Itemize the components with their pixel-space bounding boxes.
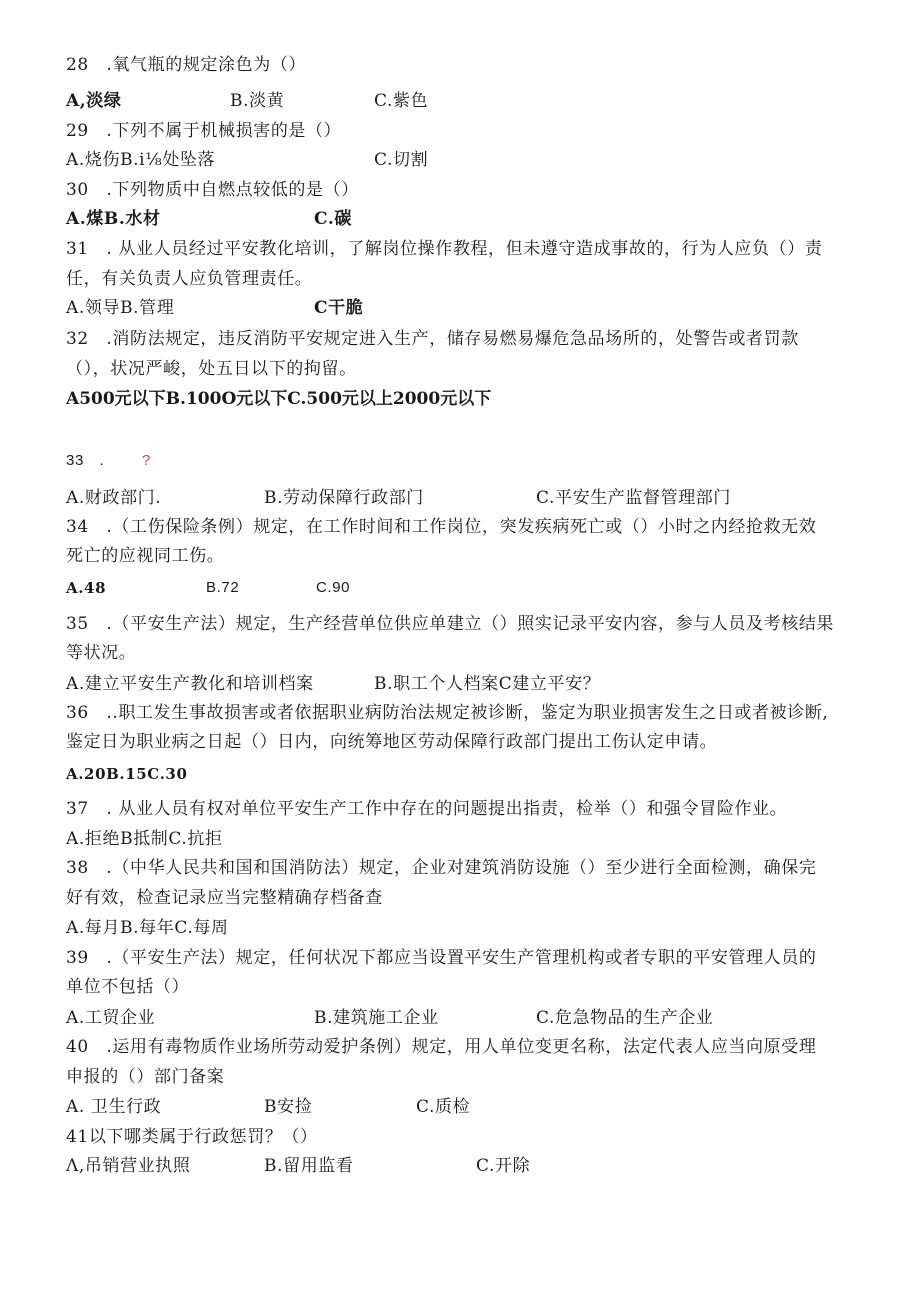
question-39-option-a: A.工贸企业 <box>66 1008 156 1028</box>
question-30-option-ab: A.煤B.水材 <box>66 209 161 229</box>
question-40-option-b: B安捡 <box>264 1097 313 1117</box>
question-30-option-c: C.碳 <box>314 209 352 229</box>
question-37-options: A.拒绝B抵制C.抗拒 <box>66 829 223 849</box>
question-33-missing-mark: ? <box>142 452 151 469</box>
question-28-option-a: A,淡绿 <box>66 91 122 111</box>
question-32-stem-line2: （），状况严峻，处五日以下的拘留。 <box>66 359 357 379</box>
question-33-stem: 33 . <box>66 452 105 469</box>
question-38-stem-line2: 好有效，检查记录应当完整精确存档备查 <box>66 888 383 908</box>
question-34-option-b: B.72 <box>206 579 240 596</box>
question-29-option-ab: A.烧伤B.i⅛处坠落 <box>66 150 216 170</box>
question-34-option-a: A.48 <box>66 579 107 597</box>
question-30-stem: 30 .下列物质中自燃点较低的是（） <box>66 180 359 200</box>
question-28-stem: 28 .氧气瓶的规定涂色为（） <box>66 55 307 75</box>
question-35-stem-line2: 等状况。 <box>66 643 137 663</box>
question-33-option-a: A.财政部门. <box>66 488 162 508</box>
question-40-stem-line2: 申报的（）部门备案 <box>66 1067 225 1087</box>
question-33-option-b: B.劳动保障行政部门 <box>264 488 424 508</box>
question-28-option-c: C.紫色 <box>374 91 429 111</box>
question-33-option-c: C.平安生产监督管理部门 <box>536 488 732 508</box>
question-41-option-b: B.留用监看 <box>264 1156 354 1176</box>
question-35-option-bc: B.职工个人档案C建立平安？ <box>374 674 601 694</box>
question-37-stem: 37 . 从业人员有权对单位平安生产工作中存在的问题提出指责，检举（）和强令冒险作业。 <box>66 799 788 819</box>
question-39-stem-line1: 39 .（平安生产法）规定，任何状况下都应当设置平安生产管理机构或者专职的平安管理人员的 <box>66 948 817 968</box>
question-40-stem-line1: 40 .运用有毒物质作业场所劳动爱护条例）规定，用人单位变更名称，法定代表人应当向原受理 <box>66 1037 817 1057</box>
question-39-stem-line2: 单位不包括（） <box>66 977 190 997</box>
question-41-option-a: Λ,吊销营业执照 <box>66 1156 191 1176</box>
question-38-options: A.每月B.每年C.每周 <box>66 918 229 938</box>
question-41-option-c: C.开除 <box>476 1156 531 1176</box>
question-29-stem: 29 .下列不属于机械损害的是（） <box>66 121 342 141</box>
question-29-option-c: C.切割 <box>374 150 429 170</box>
question-32-stem-line1: 32 .消防法规定，违反消防平安规定进入生产，储存易燃易爆危急品场所的，处警告或者罚款 <box>66 329 799 349</box>
question-31-stem-line1: 31 . 从业人员经过平安教化培训，了解岗位操作教程，但未遵守造成事故的，行为人应负（）责 <box>66 239 823 259</box>
question-40-option-c: C.质检 <box>416 1097 471 1117</box>
question-41-stem: 41以下哪类属于行政惩罚？（） <box>66 1127 318 1147</box>
question-39-option-b: B.建筑施工企业 <box>314 1008 439 1028</box>
question-35-stem-line1: 35 .（平安生产法）规定，生产经营单位供应单建立（）照实记录平安内容，参与人员及考核结果 <box>66 614 835 634</box>
question-36-stem-line2: 鉴定日为职业病之日起（）日内，向统筹地区劳动保障行政部门提出工伤认定申请。 <box>66 732 718 752</box>
question-34-stem-line2: 死亡的应视同工伤。 <box>66 546 225 566</box>
question-38-stem-line1: 38 .（中华人民共和国和国消防法）规定，企业对建筑消防设施（）至少进行全面检测，确保完 <box>66 858 817 878</box>
question-28-option-b: B.淡黄 <box>230 91 285 111</box>
question-35-option-a: A.建立平安生产教化和培训档案 <box>66 674 314 694</box>
question-34-option-c: C.90 <box>316 579 351 596</box>
question-34-stem-line1: 34 .（工伤保险条例）规定，在工作时间和工作岗位，突发疾病死亡或（）小时之内经抢救无效 <box>66 517 817 537</box>
question-31-stem-line2: 任，有关负责人应负管理责任。 <box>66 269 313 289</box>
question-31-option-c: C干脆 <box>314 298 364 318</box>
question-39-option-c: C.危急物品的生产企业 <box>536 1008 714 1028</box>
question-32-options: A500元以下B.100O元以下C.500元以上2000元以下 <box>66 389 492 409</box>
question-31-option-ab: A.领导B.管理 <box>66 298 175 318</box>
question-36-options: A.20B.15C.30 <box>66 765 188 783</box>
question-40-option-a: A. 卫生行政 <box>66 1097 162 1117</box>
question-36-stem-line1: 36 ..职工发生事故损害或者依据职业病防治法规定被诊断，鉴定为职业损害发生之日或者被诊断, <box>66 703 829 723</box>
